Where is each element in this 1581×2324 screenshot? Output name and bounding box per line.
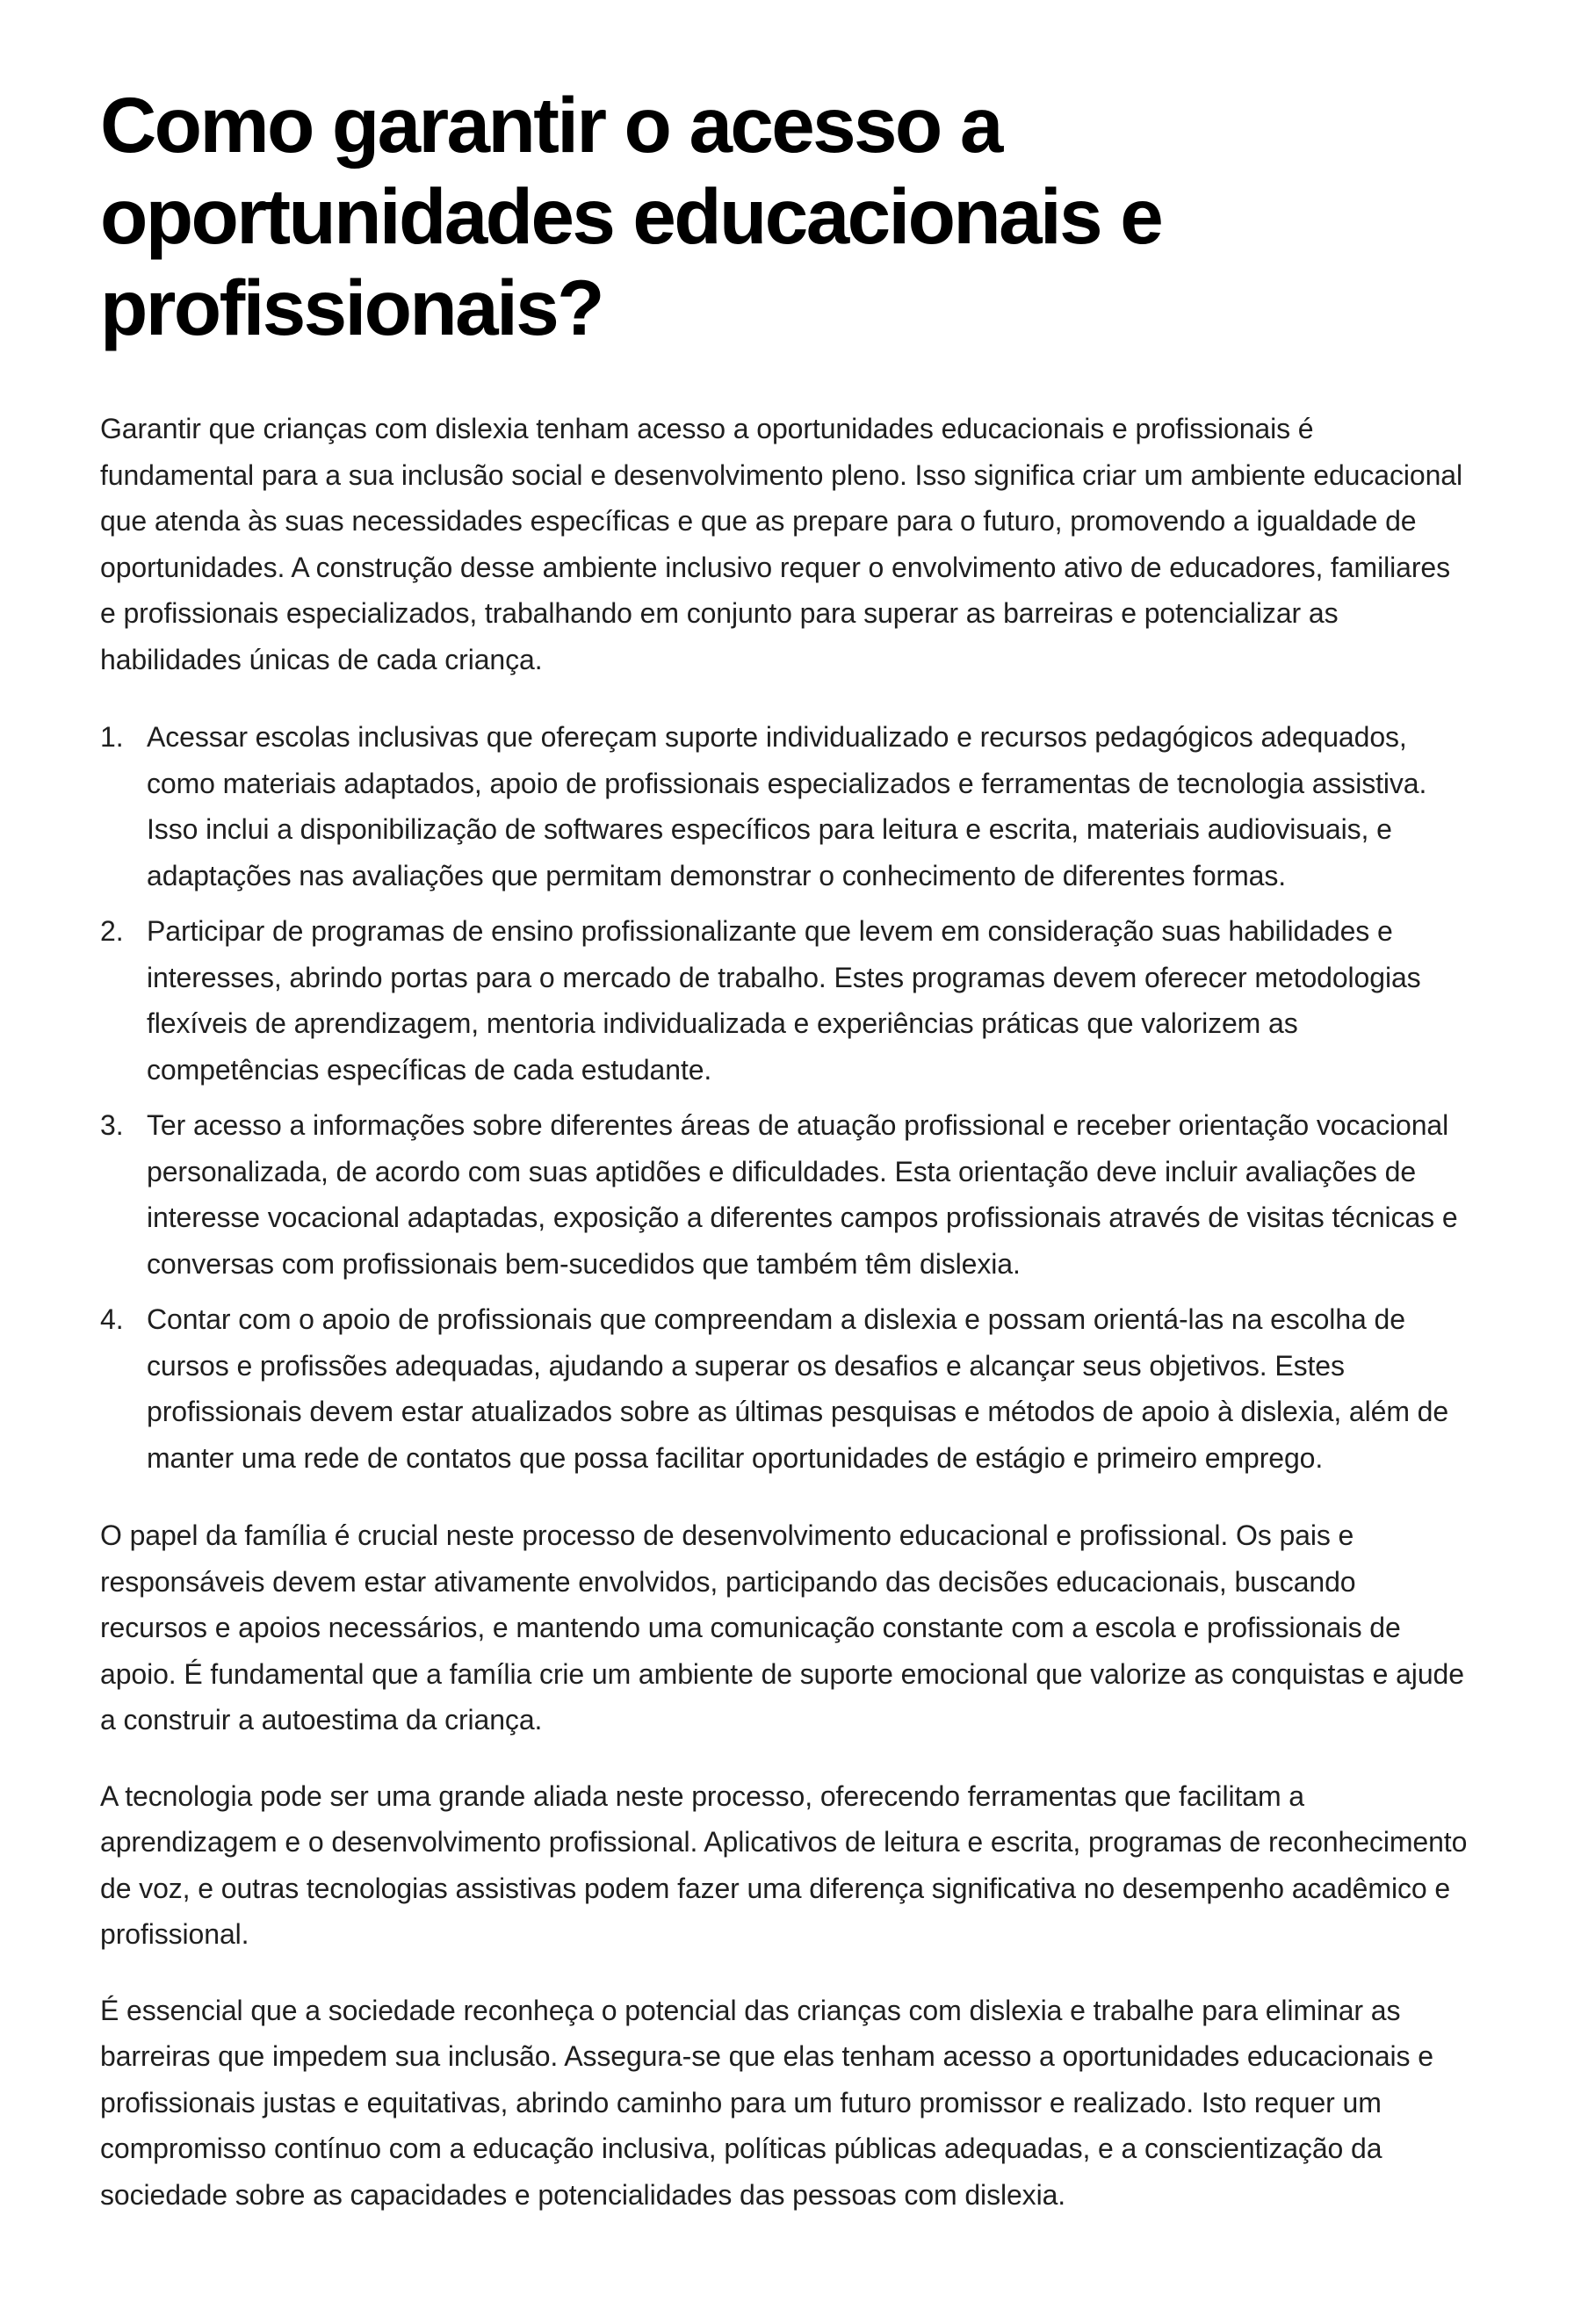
list-item bbox=[100, 908, 1470, 1093]
list-item-text: Acessar escolas inclusivas que ofereçam suporte individualizado e recursos pedagógicos adequados, como materiais adaptados, apoio de profissionais especializados e ferramentas de tecnologia assistiva. Isso inclui a disponibilização de softwares específicos para leitura e escrita, materiais audiovisuais, e adaptações nas avaliações que permitam demonstrar o conhecimento de diferentes formas. bbox=[147, 721, 1427, 891]
family-role-paragraph: O papel da família é crucial neste processo de desenvolvimento educacional e profissional. Os pais e responsáveis devem estar ativamente envolvidos, participando das decisões educacionais, buscando recursos e apoios necessários, e mantendo uma comunicação constante com a escola e profissionais de apoio. É fundamental que a família crie um ambiente de suporte emocional que valorize as conquistas e ajude a construir a autoestima da criança. bbox=[100, 1519, 1464, 1736]
society-paragraph: É essencial que a sociedade reconheça o potencial das crianças com dislexia e trabalhe para eliminar as barreiras que impedem sua inclusão. Assegura-se que elas tenham acesso a oportunidades educacionais e profissionais justas e equitativas, abrindo caminho para um futuro promissor e realizado. Isto requer um compromisso contínuo com a educação inclusiva, políticas públicas adequadas, e a conscientização da sociedade sobre as capacidades e potencialidades das pessoas com dislexia. bbox=[100, 1994, 1433, 2211]
list-item-number: 4. bbox=[100, 1303, 124, 1335]
list-item bbox=[100, 714, 1470, 899]
page-title: Como garantir o acesso a oportunidades educacionais e profissionais? bbox=[100, 81, 1162, 351]
list-item-text: Ter acesso a informações sobre diferentes áreas de atuação profissional e receber orientação vocacional personalizada, de acordo com suas aptidões e dificuldades. Esta orientação deve incluir avaliações de interesse vocacional adaptadas, exposição a diferentes campos profissionais através de visitas técnicas e conversas com profissionais bem-sucedidos que também têm dislexia. bbox=[147, 1109, 1458, 1280]
list-item-text: Participar de programas de ensino profissionalizante que levem em consideração suas habilidades e interesses, abrindo portas para o mercado de trabalho. Estes programas devem oferecer metodologias flexíveis de aprendizagem, mentoria individualizada e experiências práticas que valorizem as competências específicas de cada estudante. bbox=[147, 915, 1421, 1086]
list-item bbox=[100, 1102, 1470, 1287]
list-item bbox=[100, 1296, 1470, 1481]
list-item-number: 1. bbox=[100, 721, 124, 753]
document-page bbox=[100, 79, 1470, 2218]
list-item-text: Contar com o apoio de profissionais que compreendam a dislexia e possam orientá-las na escolha de cursos e profissões adequadas, ajudando a superar os desafios e alcançar seus objetivos. Estes profissionais devem estar atualizados sobre as últimas pesquisas e métodos de apoio à dislexia, além de manter uma rede de contatos que possa facilitar oportunidades de estágio e primeiro emprego. bbox=[147, 1303, 1449, 1474]
list-item-number: 3. bbox=[100, 1109, 124, 1141]
numbered-list bbox=[100, 714, 1470, 1481]
intro-paragraph: Garantir que crianças com dislexia tenham acesso a oportunidades educacionais e profissionais é fundamental para a sua inclusão social e desenvolvimento pleno. Isso significa criar um ambiente educacional que atenda às suas necessidades específicas e que as prepare para o futuro, promovendo a igualdade de oportunidades. A construção desse ambiente inclusivo requer o envolvimento ativo de educadores, familiares e profissionais especializados, trabalhando em conjunto para superar as barreiras e potencializar as habilidades únicas de cada criança. bbox=[100, 413, 1462, 675]
list-item-number: 2. bbox=[100, 915, 124, 947]
technology-paragraph: A tecnologia pode ser uma grande aliada neste processo, oferecendo ferramentas que facilitam a aprendizagem e o desenvolvimento profissional. Aplicativos de leitura e escrita, programas de reconhecimento de voz, e outras tecnologias assistivas podem fazer uma diferença significativa no desempenho acadêmico e profissional. bbox=[100, 1779, 1468, 1950]
